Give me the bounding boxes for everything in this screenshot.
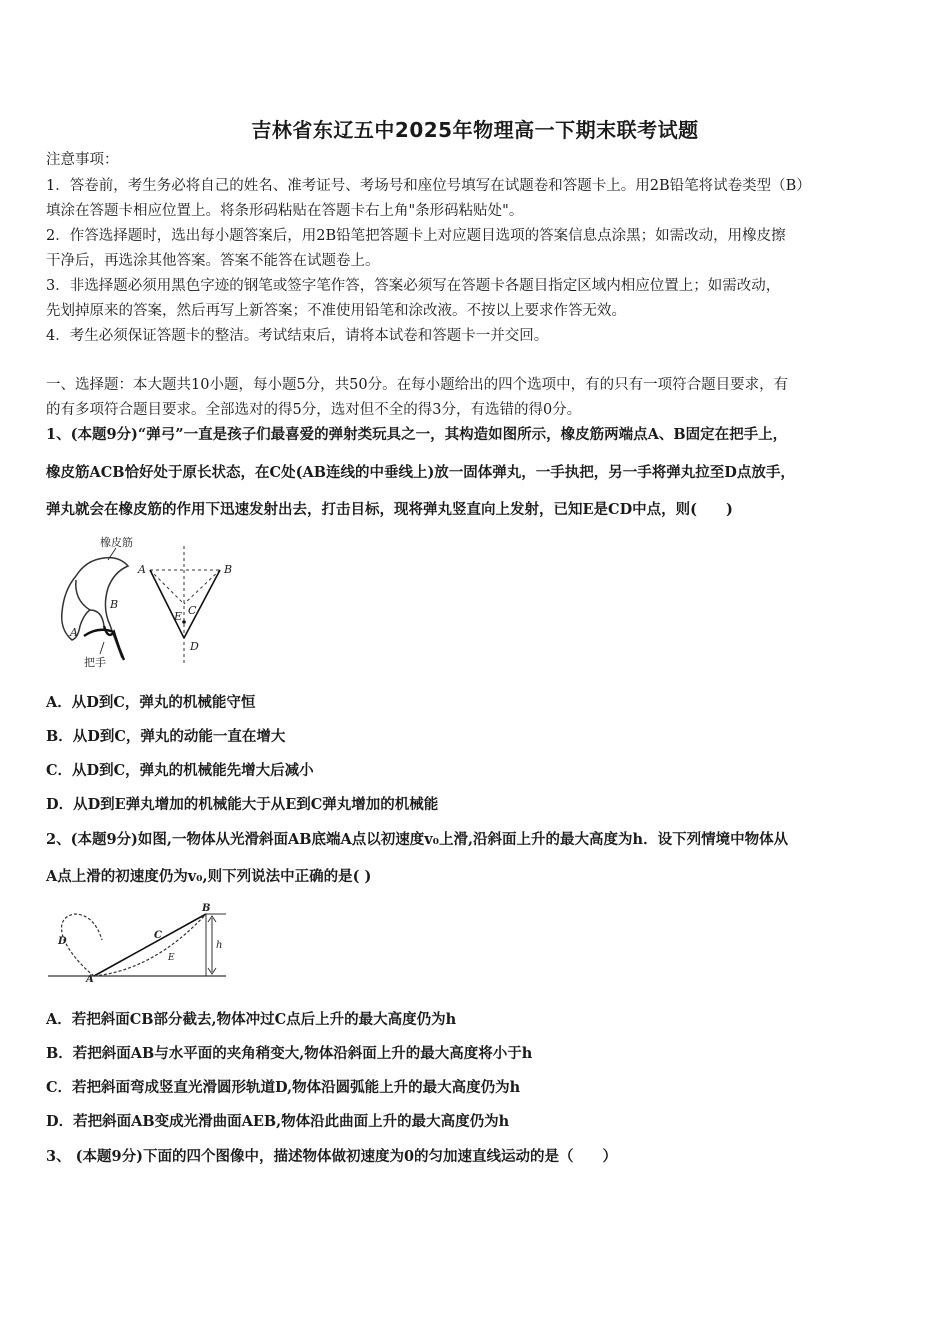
- question-1-option-a[interactable]: A．从D到C，弹丸的机械能守恒: [46, 694, 256, 711]
- question-1-option-d[interactable]: D．从D到E弹丸增加的机械能大于从E到C弹丸增加的机械能: [46, 796, 439, 813]
- label-point-E: E: [168, 953, 175, 963]
- notice-heading: 注意事项：: [46, 152, 119, 168]
- question-3-text: 3、 (本题9分)下面的四个图像中，描述物体做初速度为0的匀加速直线运动的是（ ）: [46, 1148, 618, 1165]
- notice-line: 3．非选择题必须用黑色字迹的钢笔或签字笔作答，答案必须写在答题卡各题目指定区域内相应位置上；如需改动，: [46, 278, 781, 294]
- question-1-text: 1、(本题9分)“弹弓”一直是孩子们最喜爱的弹射类玩具之一，其构造如图所示，橡皮筋两端点A、B固定在把手上，: [46, 426, 788, 443]
- label-handle: 把手: [84, 656, 106, 669]
- question-2-option-a[interactable]: A．若把斜面CB部分截去,物体冲过C点后上升的最大高度仍为h: [46, 1011, 457, 1028]
- notice-line: 1．答卷前，考生务必将自己的姓名、准考证号、考场号和座位号填写在试题卷和答题卡上。用2B铅笔将试卷类型（B）: [46, 178, 811, 194]
- question-2-option-d[interactable]: D．若把斜面AB变成光滑曲面AEB,物体沿此曲面上升的最大高度仍为h: [46, 1113, 510, 1130]
- question-1-text: 橡皮筋ACB恰好处于原长状态，在C处(AB连线的中垂线上)放一固体弹丸，一手执把，另一手将弹丸拉至D点放手，: [46, 464, 795, 481]
- label-point-C: C: [154, 930, 162, 941]
- label-point-B: B: [110, 598, 119, 611]
- label-point-A: A: [86, 974, 94, 985]
- page-title: 吉林省东辽五中2025年物理高一下期末联考试题: [251, 118, 699, 142]
- notice-line: 4．考生必须保证答题卡的整洁。考试结束后，请将本试卷和答题卡一并交回。: [46, 328, 549, 344]
- label-point-E: E: [174, 610, 183, 623]
- label-point-A: A: [70, 626, 78, 639]
- notice-line: 填涂在答题卡相应位置上。将条形码粘贴在答题卡右上角"条形码粘贴处"。: [46, 203, 524, 219]
- label-point-D: D: [58, 936, 67, 947]
- label-point-B: B: [202, 903, 211, 914]
- notice-line: 先划掉原来的答案，然后再写上新答案；不准使用铅笔和涂改液。不按以上要求作答无效。: [46, 303, 626, 319]
- slingshot-figure: [44, 530, 244, 670]
- circular-track-d: [62, 914, 102, 976]
- triangle-diagram: [150, 546, 220, 664]
- incline-ab: [94, 914, 206, 976]
- question-1-option-c[interactable]: C．从D到C，弹丸的机械能先增大后减小: [46, 762, 314, 779]
- label-point-A: A: [138, 563, 146, 576]
- section-intro: 一、选择题：本大题共10小题，每小题5分，共50分。在每小题给出的四个选项中，有的只有一项符合题目要求，有: [46, 377, 789, 393]
- leader-line: [100, 642, 104, 654]
- question-2-text: A点上滑的初速度仍为v₀,则下列说法中正确的是( ): [46, 868, 372, 885]
- question-2-option-b[interactable]: B．若把斜面AB与水平面的夹角稍变大,物体沿斜面上升的最大高度将小于h: [46, 1045, 533, 1062]
- incline-figure: [44, 900, 234, 986]
- label-point-C: C: [188, 604, 197, 617]
- section-intro: 的有多项符合题目要求。全部选对的得5分，选对但不全的得3分，有选错的得0分。: [46, 402, 582, 418]
- question-2-option-c[interactable]: C．若把斜面弯成竖直光滑圆形轨道D,物体沿圆弧能上升的最大高度仍为h: [46, 1079, 521, 1096]
- label-point-B: B: [224, 563, 233, 576]
- question-2-text: 2、(本题9分)如图,一物体从光滑斜面AB底端A点以初速度v₀上滑,沿斜面上升的最大高度为h．设下列情境中物体从: [46, 831, 789, 848]
- notice-line: 干净后，再选涂其他答案。答案不能答在试题卷上。: [46, 253, 380, 269]
- label-point-D: D: [190, 640, 199, 653]
- notice-line: 2．作答选择题时，选出每小题答案后，用2B铅笔把答题卡上对应题目选项的答案信息点涂黑；如需改动，用橡皮擦: [46, 228, 786, 244]
- question-1-option-b[interactable]: B．从D到C，弹丸的动能一直在增大: [46, 728, 286, 745]
- label-height-h: h: [216, 940, 223, 951]
- question-1-text: 弹丸就会在橡皮筋的作用下迅速发射出去，打击目标，现将弹丸竖直向上发射，已知E是CD中点，则( ): [46, 501, 733, 518]
- label-rubber-band: 橡皮筋: [100, 536, 133, 549]
